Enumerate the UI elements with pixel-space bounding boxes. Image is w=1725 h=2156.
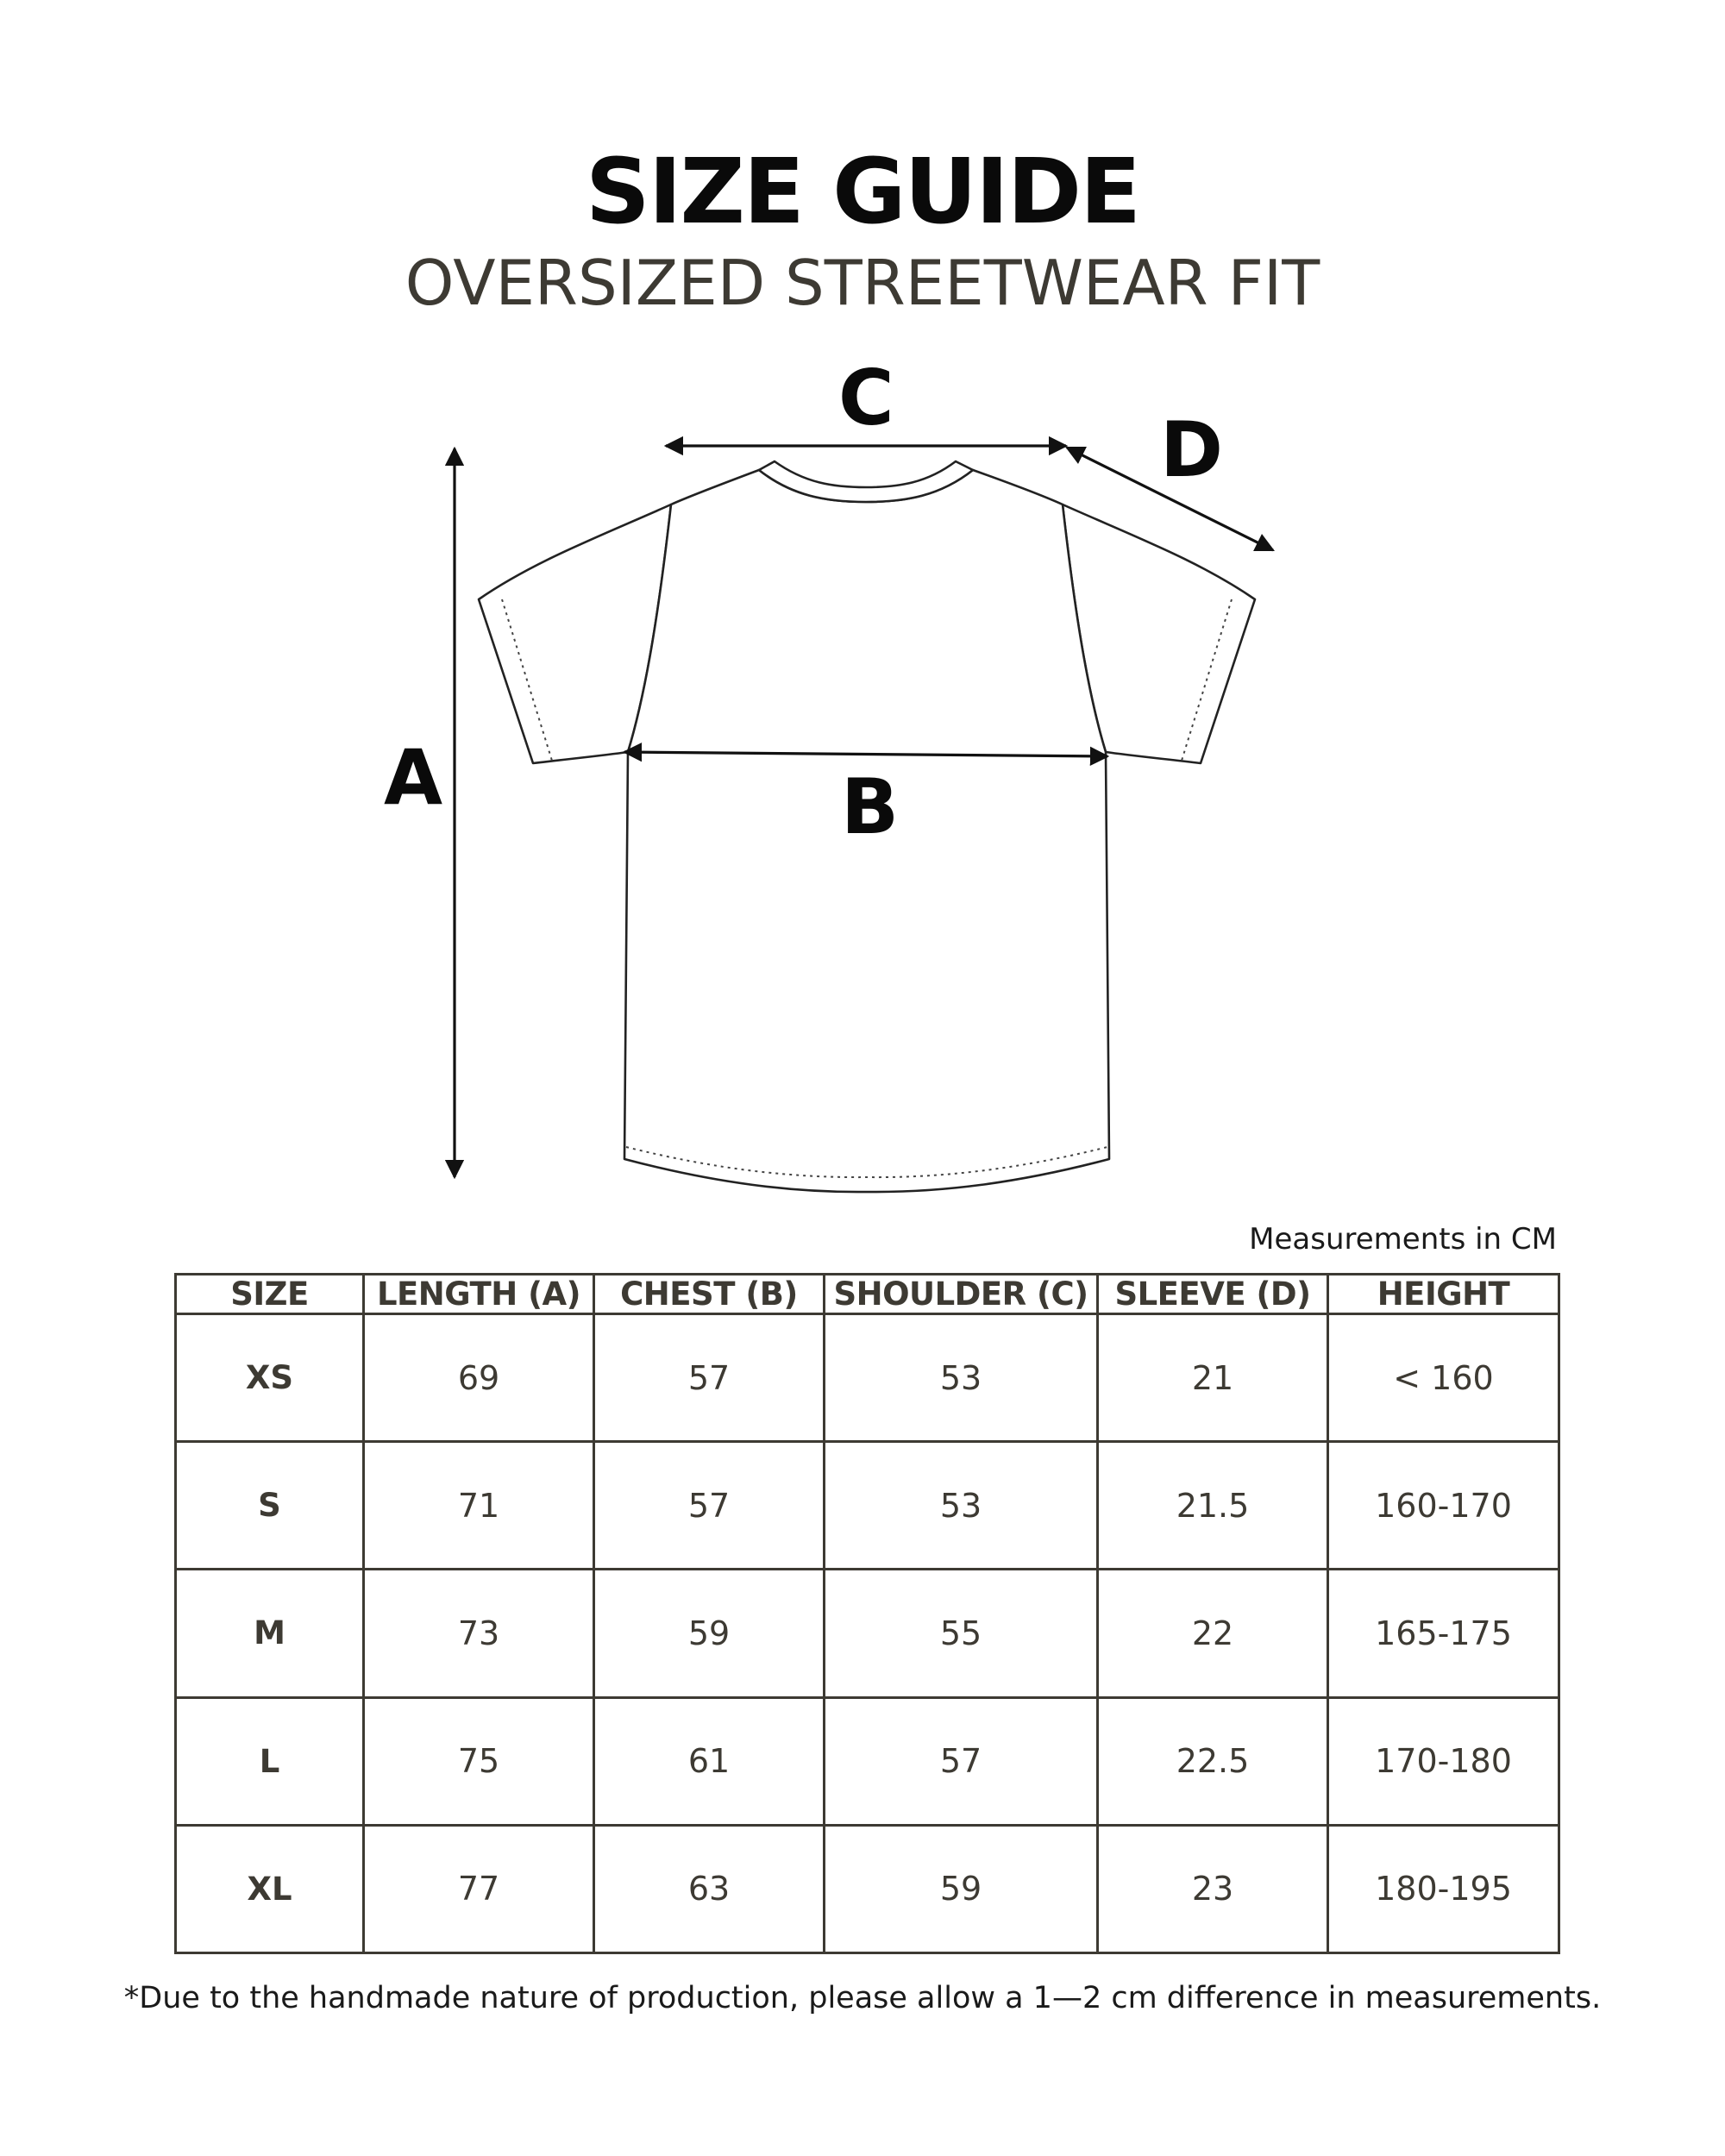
- cell-shoulder: 57: [825, 1697, 1098, 1825]
- page-subtitle: OVERSIZED STREETWEAR FIT: [405, 247, 1320, 319]
- header-length: LENGTH (A): [364, 1275, 594, 1314]
- cell-height: 170-180: [1328, 1697, 1559, 1825]
- header-shoulder: SHOULDER (C): [825, 1275, 1098, 1314]
- table-row: [176, 1570, 1559, 1697]
- cell-shoulder: 53: [825, 1314, 1098, 1442]
- cell-sleeve: 21: [1098, 1314, 1328, 1442]
- table-row: [176, 1442, 1559, 1570]
- page-title: SIZE GUIDE: [585, 139, 1140, 244]
- header-chest: CHEST (B): [594, 1275, 825, 1314]
- disclaimer-note: *Due to the handmade nature of production, please allow a 1—2 cm difference in measurements.: [123, 1981, 1602, 2015]
- cell-length: 75: [364, 1697, 594, 1825]
- units-note: Measurements in CM: [1249, 1222, 1557, 1257]
- cell-length: 69: [364, 1314, 594, 1442]
- cell-chest: 63: [594, 1825, 825, 1952]
- table-row: [176, 1697, 1559, 1825]
- cell-length: 71: [364, 1442, 594, 1570]
- size-table: [174, 1273, 1560, 1954]
- cell-height: 160-170: [1328, 1442, 1559, 1570]
- cell-length: 77: [364, 1825, 594, 1952]
- table-row: [176, 1314, 1559, 1442]
- cell-sleeve: 22.5: [1098, 1697, 1328, 1825]
- cell-sleeve: 22: [1098, 1570, 1328, 1697]
- dimension-label-a: A: [384, 733, 443, 822]
- header-height: HEIGHT: [1328, 1275, 1559, 1314]
- dimension-label-c: C: [838, 354, 894, 442]
- cell-size: XL: [176, 1825, 364, 1952]
- cell-size: L: [176, 1697, 364, 1825]
- cell-size: M: [176, 1570, 364, 1697]
- cell-sleeve: 23: [1098, 1825, 1328, 1952]
- cell-sleeve: 21.5: [1098, 1442, 1328, 1570]
- dimension-label-b: B: [841, 762, 900, 851]
- cell-shoulder: 59: [825, 1825, 1098, 1952]
- cell-length: 73: [364, 1570, 594, 1697]
- cell-height: < 160: [1328, 1314, 1559, 1442]
- header-size: SIZE: [176, 1275, 364, 1314]
- cell-chest: 59: [594, 1570, 825, 1697]
- cell-shoulder: 53: [825, 1442, 1098, 1570]
- dimension-label-d: D: [1160, 405, 1224, 494]
- table-row: [176, 1825, 1559, 1952]
- cell-size: S: [176, 1442, 364, 1570]
- cell-shoulder: 55: [825, 1570, 1098, 1697]
- header-sleeve: SLEEVE (D): [1098, 1275, 1328, 1314]
- cell-size: XS: [176, 1314, 364, 1442]
- cell-chest: 61: [594, 1697, 825, 1825]
- table-header-row: [176, 1275, 1559, 1314]
- cell-height: 180-195: [1328, 1825, 1559, 1952]
- cell-chest: 57: [594, 1442, 825, 1570]
- cell-height: 165-175: [1328, 1570, 1559, 1697]
- cell-chest: 57: [594, 1314, 825, 1442]
